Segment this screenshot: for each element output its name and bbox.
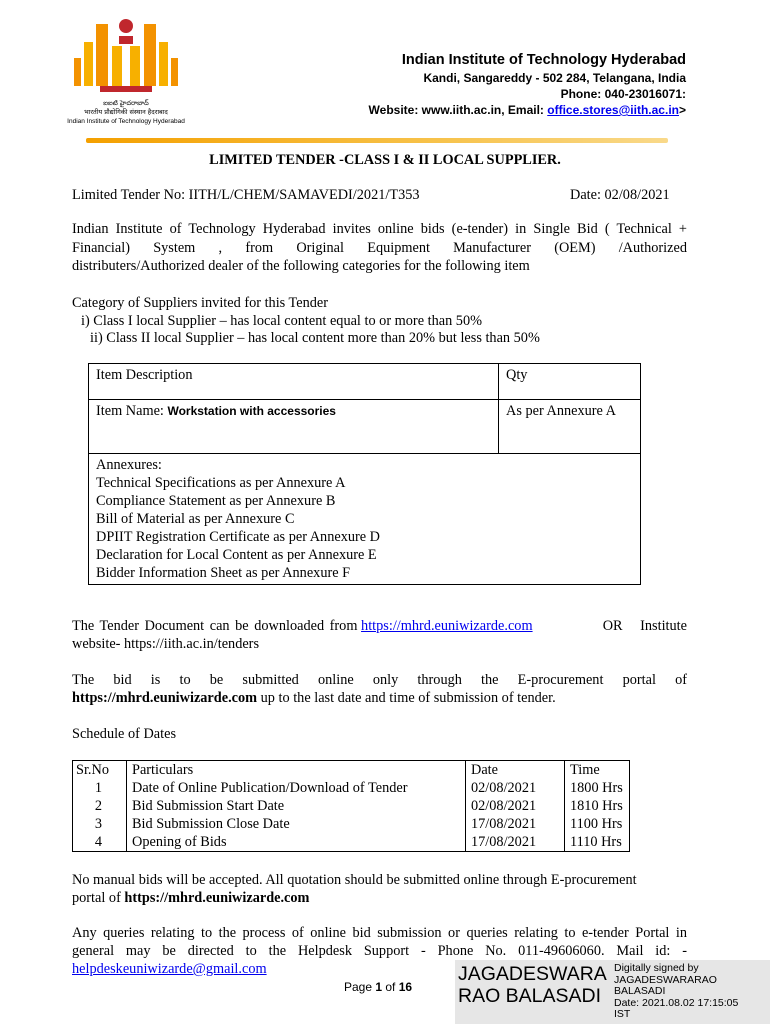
- manual-line-1: No manual bids will be accepted. All quotation should be submitted online through E-procurement: [72, 872, 637, 888]
- row-1-particulars: Date of Online Publication/Download of Tender: [132, 780, 408, 796]
- row-4-srno: 4: [94, 834, 103, 850]
- page-total: 16: [398, 980, 413, 994]
- page-mid: of: [382, 980, 399, 994]
- page-prefix: Page: [344, 980, 376, 994]
- item-qty-cell: As per Annexure A: [499, 400, 641, 454]
- row-2-date: 02/08/2021: [471, 798, 537, 814]
- row-1-time: 1800 Hrs: [570, 780, 623, 796]
- annexure-e: Declaration for Local Content as per Annexure E: [96, 547, 377, 563]
- tender-number: Limited Tender No: IITH/L/CHEM/SAMAVEDI/2021/T353: [72, 187, 420, 203]
- manual-prefix: portal of: [72, 890, 125, 906]
- row-4-date: 17/08/2021: [471, 834, 537, 850]
- schedule-dates: [466, 761, 565, 852]
- website-text: Website: www.iith.ac.in, Email:: [368, 103, 548, 117]
- row-3-srno: 3: [94, 816, 103, 832]
- signature-detail-1: Digitally signed by: [614, 962, 699, 974]
- submit-line-2: [72, 690, 556, 707]
- institute-name: Indian Institute of Technology Hyderabad: [401, 52, 686, 68]
- row-1-srno: 1: [94, 780, 103, 796]
- time-header: Time: [570, 762, 600, 778]
- item-table: [88, 363, 641, 585]
- institute-address: Kandi, Sangareddy - 502 284, Telangana, India: [423, 71, 686, 85]
- row-3-date: 17/08/2021: [471, 816, 537, 832]
- item-description-header: Item Description: [89, 364, 499, 400]
- schedule-heading: Schedule of Dates: [72, 726, 177, 742]
- signature-details: [614, 963, 738, 1021]
- queries-line-2: general may be directed to the Helpdesk Support - Phone No. 011-49606060. Mail id: -: [72, 943, 687, 959]
- digital-signature: [455, 960, 770, 1024]
- signature-detail-4: Date: 2021.08.02 17:15:05: [614, 996, 739, 1009]
- download-prefix: The Tender Document can be downloaded from: [72, 618, 358, 634]
- signature-detail-5: IST: [614, 1008, 631, 1020]
- row-3-time: 1100 Hrs: [570, 816, 623, 832]
- row-2-time: 1810 Hrs: [570, 798, 623, 814]
- intro-line-3: distributers/Authorized dealer of the following categories for the following item: [72, 258, 530, 274]
- download-line-1: [72, 618, 687, 635]
- item-name-label: Item Name:: [96, 403, 168, 419]
- signature-name-line-1: JAGADESWARA: [458, 963, 607, 985]
- srno-header: Sr.No: [76, 762, 109, 778]
- annexure-a: Technical Specifications as per Annexure A: [96, 475, 346, 491]
- date-header: Date: [471, 762, 498, 778]
- row-2-particulars: Bid Submission Start Date: [132, 798, 285, 814]
- queries-line-1: Any queries relating to the process of online bid submission or queries relating to e-tender Portal in: [72, 925, 687, 941]
- signature-detail-2: JAGADESWARARAO: [614, 973, 717, 986]
- row-2-srno: 2: [94, 798, 103, 814]
- signature-name-line-2: RAO BALASADI: [458, 985, 602, 1007]
- row-4-particulars: Opening of Bids: [132, 834, 227, 850]
- intro-line-2: Financial) System , from Original Equipment Manufacturer (OEM) /Authorized: [72, 240, 687, 256]
- header-divider: [86, 138, 668, 143]
- iith-logo: [56, 14, 196, 126]
- tender-date: Date: 02/08/2021: [570, 187, 670, 203]
- item-name-value: Workstation with accessories: [167, 404, 336, 418]
- institute-contact: [369, 103, 686, 117]
- intro-line-1: Indian Institute of Technology Hyderabad invites online bids (e-tender) in Single Bid ( Technical +: [72, 221, 687, 237]
- particulars-header: Particulars: [132, 762, 194, 778]
- category-item-1: i) Class I local Supplier – has local content equal to or more than 50%: [81, 313, 483, 329]
- logo-caption-telugu: ఐఐటి హైదరాబాద్: [103, 99, 149, 107]
- download-link[interactable]: https://mhrd.euniwizarde.com: [361, 618, 533, 634]
- category-item-2: ii) Class II local Supplier – has local content more than 20% but less than 50%: [90, 330, 540, 346]
- row-1-date: 02/08/2021: [471, 780, 537, 796]
- schedule-times: [565, 761, 630, 852]
- schedule-particulars: [127, 761, 466, 852]
- schedule-table: [72, 760, 630, 852]
- page-number: [344, 980, 412, 994]
- annexures-cell: [89, 454, 641, 585]
- item-name-cell: [89, 400, 499, 454]
- logo-caption-hindi: भारतीय प्रौद्योगिकी संस्थान हैदराबाद: [84, 108, 168, 116]
- helpdesk-email-link[interactable]: helpdeskeuniwizarde@gmail.com: [72, 961, 267, 977]
- annexures-heading: Annexures:: [96, 457, 162, 473]
- website-suffix: >: [678, 103, 686, 117]
- annexure-d: DPIIT Registration Certificate as per Annexure D: [96, 529, 381, 545]
- signature-detail-3: BALASADI: [614, 985, 666, 997]
- manual-line-2: [72, 890, 309, 907]
- institute-phone: Phone: 040-23016071:: [560, 87, 686, 101]
- download-line-2: website- https://iith.ac.in/tenders: [72, 636, 260, 652]
- document-title: LIMITED TENDER -CLASS I & II LOCAL SUPPLIER.: [209, 152, 561, 168]
- download-suffix: OR Institute: [602, 618, 687, 634]
- annexure-f: Bidder Information Sheet as per Annexure F: [96, 565, 351, 581]
- row-3-particulars: Bid Submission Close Date: [132, 816, 290, 832]
- annexure-c: Bill of Material as per Annexure C: [96, 511, 295, 527]
- iith-logo-emblem: [56, 14, 196, 94]
- submit-url: https://mhrd.euniwizarde.com: [72, 690, 258, 706]
- email-link[interactable]: office.stores@iith.ac.in: [547, 103, 679, 117]
- page-current: 1: [375, 980, 383, 994]
- annexure-b: Compliance Statement as per Annexure B: [96, 493, 336, 509]
- submit-rest: up to the last date and time of submission of tender.: [257, 690, 556, 706]
- manual-url: https://mhrd.euniwizarde.com: [124, 890, 310, 906]
- category-heading: Category of Suppliers invited for this Tender: [72, 295, 329, 311]
- row-4-time: 1110 Hrs: [570, 834, 622, 850]
- schedule-header-srno: [73, 761, 127, 852]
- qty-header: Qty: [499, 364, 641, 400]
- logo-caption-english: Indian Institute of Technology Hyderabad: [67, 118, 185, 125]
- submit-line-1: The bid is to be submitted online only through the E-procurement portal of: [72, 672, 687, 688]
